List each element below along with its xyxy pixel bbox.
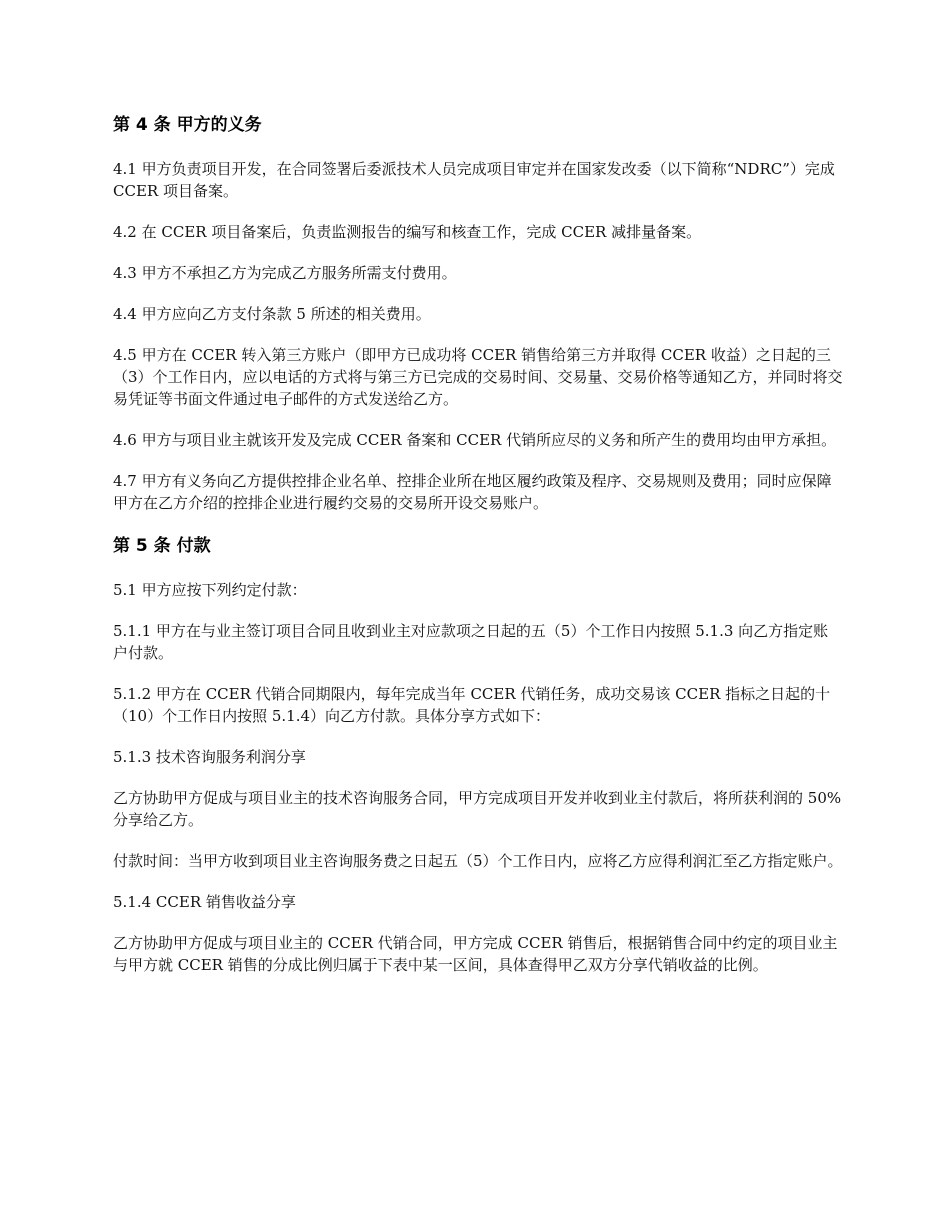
- clause-5-1-3-title: 5.1.3 技术咨询服务利润分享: [113, 748, 306, 766]
- clause-5-1: 5.1 甲方应按下列约定付款：: [113, 581, 307, 599]
- clause-5-1-1: 5.1.1 甲方在与业主签订项目合同且收到业主对应款项之日起的五（5）个工作日内按照 5.1.3 向乙方指定账户付款。: [113, 622, 829, 662]
- clause-4-4: 4.4 甲方应向乙方支付条款 5 所述的相关费用。: [113, 305, 431, 323]
- clause-5-1-4-body: 乙方协助甲方促成与项目业主的 CCER 代销合同，甲方完成 CCER 销售后，根据销售合同中约定的项目业主与甲方就 CCER 销售的分成比例归属于下表中某一区间，具体查得甲乙双方分享代销收益的比例。: [113, 934, 838, 974]
- clause-5-1-3-body: 乙方协助甲方促成与项目业主的技术咨询服务合同，甲方完成项目开发并收到业主付款后，将所获利润的 50%分享给乙方。: [113, 789, 842, 829]
- clause-4-5: 4.5 甲方在 CCER 转入第三方账户（即甲方已成功将 CCER 销售给第三方并取得 CCER 收益）之日起的三（3）个工作日内，应以电话的方式将与第三方已完成的交易时间、交易量、交易价格等通知乙方，并同时将交易凭证等书面文件通过电子邮件的方式发送给乙方。: [113, 346, 843, 408]
- document-body: [113, 112, 843, 995]
- clause-4-7: 4.7 甲方有义务向乙方提供控排企业名单、控排企业所在地区履约政策及程序、交易规则及费用；同时应保障甲方在乙方介绍的控排企业进行履约交易的交易所开设交易账户。: [113, 472, 832, 512]
- clause-5-1-4-title: 5.1.4 CCER 销售收益分享: [113, 893, 296, 911]
- clause-4-1: 4.1 甲方负责项目开发，在合同签署后委派技术人员完成项目审定并在国家发改委（以下简称“NDRC”）完成 CCER 项目备案。: [113, 160, 835, 200]
- section-5-heading: 第 5 条 付款: [113, 536, 211, 556]
- clause-5-1-3-payment-time: 付款时间：当甲方收到项目业主咨询服务费之日起五（5）个工作日内，应将乙方应得利润汇至乙方指定账户。: [113, 852, 843, 870]
- section-4-heading: 第 4 条 甲方的义务: [113, 115, 262, 135]
- clause-5-1-2: 5.1.2 甲方在 CCER 代销合同期限内，每年完成当年 CCER 代销任务，成功交易该 CCER 指标之日起的十（10）个工作日内按照 5.1.4）向乙方付款。具体分享方式如下：: [113, 685, 831, 725]
- clause-4-2: 4.2 在 CCER 项目备案后，负责监测报告的编写和核查工作，完成 CCER 减排量备案。: [113, 223, 702, 241]
- clause-4-3: 4.3 甲方不承担乙方为完成乙方服务所需支付费用。: [113, 264, 457, 282]
- clause-4-6: 4.6 甲方与项目业主就该开发及完成 CCER 备案和 CCER 代销所应尽的义务和所产生的费用均由甲方承担。: [113, 431, 837, 449]
